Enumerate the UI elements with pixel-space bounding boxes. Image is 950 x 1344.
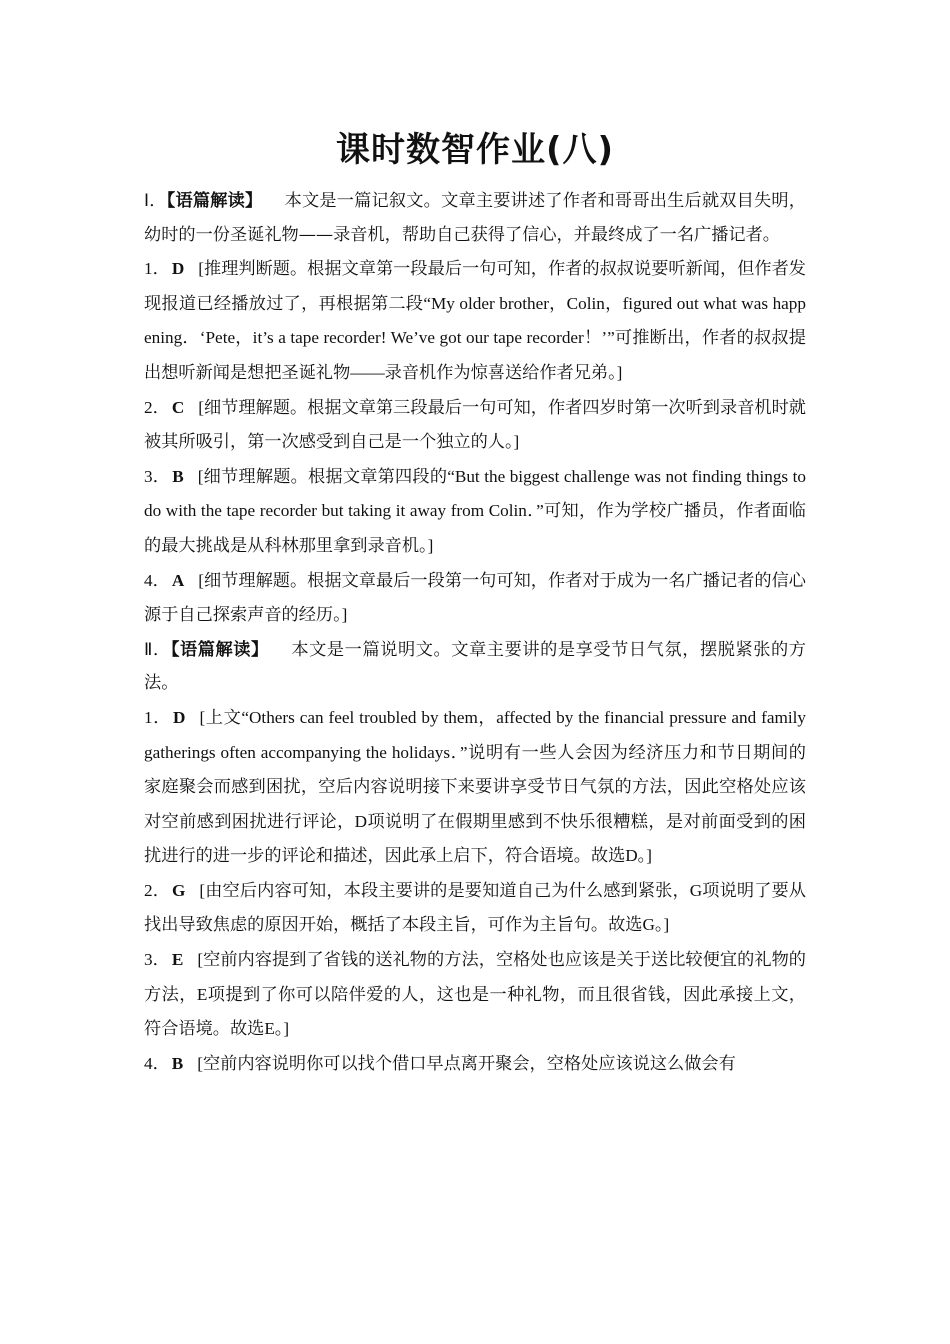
item-answer: D — [173, 707, 186, 727]
section1-item-2 — [144, 391, 806, 460]
item-explanation: [上文“Others can feel troubled by them，affected by the financial pressure and family gatherings often accompanying the holidays．”说明有一些人会因为经济压力和节日期间的家庭聚会而感到困扰，空后内容说明接下来要讲享受节日气氛的方法，因此空格处应该对空前感到困扰进行评论，D项说明了在假期里感到不快乐很糟糕，是对前面受到的困扰进行的进一步的评论和描述，因此承上启下，符合语境。故选D。] — [144, 707, 806, 866]
section2-item-3 — [144, 943, 806, 1047]
section2-item-4 — [144, 1047, 806, 1082]
item-number: 3． — [144, 466, 171, 486]
item-answer: A — [171, 570, 185, 590]
item-answer: B — [171, 1053, 184, 1073]
item-explanation: [细节理解题。根据文章最后一段第一句可知，作者对于成为一名广播记者的信心源于自己探索声音的经历。] — [144, 570, 806, 625]
section2-tag: 【语篇解读】 — [170, 639, 269, 660]
item-answer: G — [172, 880, 186, 900]
item-explanation: [细节理解题。根据文章第四段的“But the biggest challenge was not finding things to do with the tape recorder but taking it away from Colin．”可知，作为学校广播员，作者面临的最大挑战是从科林那里拿到录音机。] — [144, 466, 806, 555]
section1-item-4 — [144, 564, 806, 633]
section2-label: Ⅱ． — [144, 639, 171, 659]
item-number: 1． — [144, 707, 172, 727]
item-explanation: [推理判断题。根据文章第一段最后一句可知，作者的叔叔说要听新闻，但作者发现报道已经播放过了，再根据第二段“My older brother，Colin，figured out what was happening．‘Pete，it’s a tape recorder! We’ve got our tape recorder！’”可推断出，作者的叔叔提出想听新闻是想把圣诞礼物——录音机作为惊喜送给作者兄弟。] — [144, 259, 806, 382]
section1-item-1 — [144, 252, 806, 390]
item-explanation: [细节理解题。根据文章第三段最后一句可知，作者四岁时第一次听到录音机时就被其所吸引，第一次感受到自己是一个独立的人。] — [144, 397, 806, 452]
section2-summary: 本文是一篇说明文。文章主要讲的是享受节日气氛，摆脱紧张的方法。 — [144, 639, 806, 694]
item-number: 2． — [144, 397, 170, 417]
item-number: 3． — [144, 950, 170, 970]
item-explanation: [由空后内容可知，本段主要讲的是要知道自己为什么感到紧张，G项说明了要从找出导致焦虑的原因开始，概括了本段主旨，可作为主旨句。故选G。] — [144, 880, 806, 935]
item-number: 4． — [144, 1053, 170, 1073]
section2-item-2 — [144, 874, 806, 943]
item-answer: C — [171, 397, 185, 417]
section1-tag: 【语篇解读】 — [166, 191, 263, 211]
item-explanation: [空前内容说明你可以找个借口早点离开聚会，空格处应该说这么做会有 — [197, 1053, 736, 1073]
section2-intro — [144, 633, 806, 701]
item-answer: D — [171, 259, 185, 279]
section1-intro — [144, 184, 806, 252]
item-explanation: [空前内容提到了省钱的送礼物的方法，空格处也应该是关于送比较便宜的礼物的方法，E项提到了你可以陪伴爱的人，这也是一种礼物，而且很省钱，因此承接上文，符合语境。故选E。] — [144, 950, 806, 1039]
item-number: 4． — [144, 570, 170, 590]
item-number: 1． — [144, 259, 170, 279]
page-title: 课时数智作业(八) — [335, 130, 615, 170]
section2-item-1 — [144, 701, 806, 874]
section1-summary: 本文是一篇记叙文。文章主要讲述了作者和哥哥出生后就双目失明，幼时的一份圣诞礼物——录音机，帮助自己获得了信心，并最终成了一名广播记者。 — [144, 191, 806, 245]
item-number: 2． — [144, 880, 171, 900]
section1-label: Ⅰ． — [144, 191, 167, 210]
item-answer: E — [171, 950, 184, 970]
section1-item-3 — [144, 460, 806, 564]
item-answer: B — [172, 466, 184, 486]
